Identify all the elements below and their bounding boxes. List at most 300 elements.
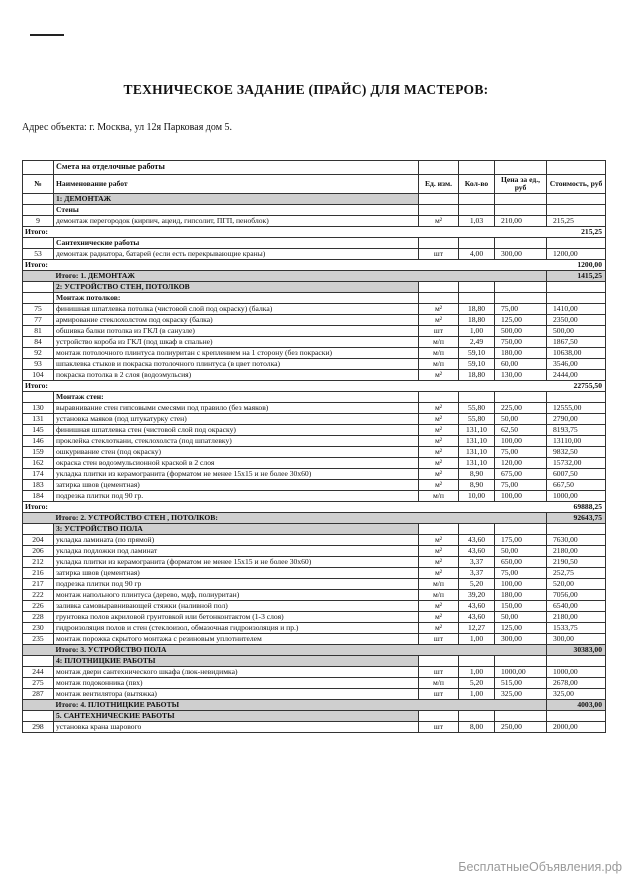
item-name: финишная шпатлевка стен (чистовой слой под окраску) xyxy=(54,425,419,436)
item-name: заливка самовыравнивающей стяжки (наливной пол) xyxy=(54,601,419,612)
empty-cell xyxy=(419,513,459,524)
item-cost: 10638,00 xyxy=(547,348,606,359)
item-quantity: 3,37 xyxy=(459,557,495,568)
subsection-row xyxy=(23,392,606,403)
item-price: 130,00 xyxy=(495,370,547,381)
col-header-price: Цена за ед., руб xyxy=(495,175,547,194)
table-row xyxy=(23,689,606,700)
item-name: демонтаж перегородок (кирпич, ацеид, гипсолит, ПГП, пеноблок) xyxy=(54,216,419,227)
table-row xyxy=(23,557,606,568)
item-cost: 13110,00 xyxy=(547,436,606,447)
item-unit: м/п xyxy=(419,337,459,348)
item-price: 180,00 xyxy=(495,590,547,601)
item-quantity: 1,00 xyxy=(459,634,495,645)
item-quantity: 131,10 xyxy=(459,447,495,458)
empty-cell xyxy=(495,502,547,513)
item-cost: 500,00 xyxy=(547,326,606,337)
item-unit: м/п xyxy=(419,590,459,601)
empty-cell xyxy=(419,260,459,271)
item-number: 9 xyxy=(23,216,54,227)
item-unit: м² xyxy=(419,469,459,480)
subsection-row xyxy=(23,293,606,304)
empty-cell xyxy=(419,656,459,667)
item-cost: 520,00 xyxy=(547,579,606,590)
subtotal-label: Итого: xyxy=(23,260,419,271)
empty-cell xyxy=(459,238,495,249)
empty-cell xyxy=(23,513,54,524)
item-price: 250,00 xyxy=(495,722,547,733)
section-row xyxy=(23,282,606,293)
item-cost: 6007,50 xyxy=(547,469,606,480)
empty-cell xyxy=(547,656,606,667)
item-price: 1000,00 xyxy=(495,667,547,678)
subsection-row xyxy=(23,238,606,249)
empty-cell xyxy=(495,645,547,656)
item-price: 125,00 xyxy=(495,315,547,326)
item-number: 230 xyxy=(23,623,54,634)
item-number: 204 xyxy=(23,535,54,546)
watermark: БесплатныеОбъявления.рф xyxy=(458,860,622,874)
item-quantity: 18,80 xyxy=(459,304,495,315)
empty-cell xyxy=(459,260,495,271)
item-number: 162 xyxy=(23,458,54,469)
column-header-row xyxy=(23,175,606,194)
item-cost: 1867,50 xyxy=(547,337,606,348)
item-unit: м² xyxy=(419,568,459,579)
table-row xyxy=(23,579,606,590)
empty-cell xyxy=(419,227,459,238)
subtotal-label: Итого: xyxy=(23,502,419,513)
empty-cell xyxy=(23,238,54,249)
item-name: монтаж двери сантехнического шкафа (люк-невидимка) xyxy=(54,667,419,678)
empty-cell xyxy=(495,656,547,667)
item-unit: м² xyxy=(419,370,459,381)
item-price: 650,00 xyxy=(495,557,547,568)
item-price: 100,00 xyxy=(495,491,547,502)
item-quantity: 8,90 xyxy=(459,469,495,480)
item-quantity: 59,10 xyxy=(459,359,495,370)
item-name: затирка швов (цементная) xyxy=(54,480,419,491)
item-cost: 1000,00 xyxy=(547,491,606,502)
item-name: монтаж напольного плинтуса (дерево, мдф, полиуритан) xyxy=(54,590,419,601)
item-number: 226 xyxy=(23,601,54,612)
item-name: демонтаж радиатора, батарей (если есть перекрывающие краны) xyxy=(54,249,419,260)
table-row xyxy=(23,480,606,491)
item-cost: 2000,00 xyxy=(547,722,606,733)
item-name: установка маяков (под штукатурку стен) xyxy=(54,414,419,425)
estimate-table xyxy=(22,160,606,733)
item-price: 300,00 xyxy=(495,249,547,260)
item-number: 130 xyxy=(23,403,54,414)
empty-cell xyxy=(495,227,547,238)
item-number: 184 xyxy=(23,491,54,502)
item-name: укладка подложки под ламинат xyxy=(54,546,419,557)
table-row xyxy=(23,601,606,612)
item-price: 675,00 xyxy=(495,469,547,480)
table-row xyxy=(23,667,606,678)
item-unit: м² xyxy=(419,557,459,568)
item-unit: шт xyxy=(419,326,459,337)
table-row xyxy=(23,348,606,359)
empty-cell xyxy=(459,194,495,205)
col-header-qty: Кол-во xyxy=(459,175,495,194)
item-unit: м² xyxy=(419,458,459,469)
subsection-title: Стены xyxy=(54,205,419,216)
item-number: 84 xyxy=(23,337,54,348)
item-cost: 2444,00 xyxy=(547,370,606,381)
subtotal-value: 1200,00 xyxy=(547,260,606,271)
item-quantity: 18,80 xyxy=(459,315,495,326)
item-number: 145 xyxy=(23,425,54,436)
empty-cell xyxy=(23,645,54,656)
empty-cell xyxy=(495,524,547,535)
section-total-value: 4003,00 xyxy=(547,700,606,711)
item-quantity: 10,00 xyxy=(459,491,495,502)
item-name: финишная шпатлевка потолка (чистовой слой под окраску) (балка) xyxy=(54,304,419,315)
item-name: монтаж подоконника (пвх) xyxy=(54,678,419,689)
item-number: 104 xyxy=(23,370,54,381)
subtotal-row xyxy=(23,381,606,392)
empty-cell xyxy=(495,271,547,282)
item-number: 81 xyxy=(23,326,54,337)
empty-cell xyxy=(495,392,547,403)
empty-cell xyxy=(495,513,547,524)
subtotal-value: 215,25 xyxy=(547,227,606,238)
item-name: ошкуривание стен (под окраску) xyxy=(54,447,419,458)
item-cost: 1410,00 xyxy=(547,304,606,315)
item-name: проклейка стеклоткани, стеклохолста (под шпатлевку) xyxy=(54,436,419,447)
item-cost: 2190,50 xyxy=(547,557,606,568)
empty-cell xyxy=(459,502,495,513)
item-cost: 6540,00 xyxy=(547,601,606,612)
item-unit: м² xyxy=(419,535,459,546)
item-quantity: 131,10 xyxy=(459,436,495,447)
item-name: укладка ламината (по прямой) xyxy=(54,535,419,546)
subsection-title: Монтаж потолков: xyxy=(54,293,419,304)
item-quantity: 1,00 xyxy=(459,667,495,678)
subsection-title: Монтаж стен: xyxy=(54,392,419,403)
empty-cell xyxy=(23,711,54,722)
table-row xyxy=(23,414,606,425)
item-number: 92 xyxy=(23,348,54,359)
item-number: 183 xyxy=(23,480,54,491)
item-unit: м² xyxy=(419,546,459,557)
empty-cell xyxy=(547,392,606,403)
item-number: 235 xyxy=(23,634,54,645)
scan-mark xyxy=(30,34,64,36)
table-row xyxy=(23,469,606,480)
item-quantity: 131,10 xyxy=(459,458,495,469)
item-unit: м² xyxy=(419,447,459,458)
item-cost: 7630,00 xyxy=(547,535,606,546)
item-number: 287 xyxy=(23,689,54,700)
empty-cell xyxy=(459,293,495,304)
item-quantity: 2,49 xyxy=(459,337,495,348)
page-title: ТЕХНИЧЕСКОЕ ЗАДАНИЕ (ПРАЙС) ДЛЯ МАСТЕРОВ: xyxy=(123,82,489,97)
item-price: 60,00 xyxy=(495,359,547,370)
table-row xyxy=(23,623,606,634)
empty-cell xyxy=(419,271,459,282)
item-unit: м² xyxy=(419,403,459,414)
item-cost: 2180,00 xyxy=(547,612,606,623)
item-unit: м² xyxy=(419,623,459,634)
item-number: 217 xyxy=(23,579,54,590)
item-number: 228 xyxy=(23,612,54,623)
item-unit: шт xyxy=(419,634,459,645)
empty-cell xyxy=(459,205,495,216)
empty-cell xyxy=(419,238,459,249)
item-quantity: 8,00 xyxy=(459,722,495,733)
table-row xyxy=(23,612,606,623)
table-row xyxy=(23,403,606,414)
item-name: покраска потолка в 2 слоя (водоэмульсия) xyxy=(54,370,419,381)
item-name: обшивка балки потолка из ГКЛ (в санузле) xyxy=(54,326,419,337)
section-total-label: Итого: 1. ДЕМОНТАЖ xyxy=(54,271,419,282)
item-number: 275 xyxy=(23,678,54,689)
section-total-value: 92643,75 xyxy=(547,513,606,524)
item-unit: м² xyxy=(419,304,459,315)
item-number: 131 xyxy=(23,414,54,425)
item-cost: 1200,00 xyxy=(547,249,606,260)
item-quantity: 43,60 xyxy=(459,535,495,546)
table-row xyxy=(23,491,606,502)
item-quantity: 39,20 xyxy=(459,590,495,601)
section-row xyxy=(23,194,606,205)
object-address: Адрес объекта: г. Москва, ул 12я Парковая дом 5. xyxy=(22,122,233,133)
table-row xyxy=(23,337,606,348)
subtotal-row xyxy=(23,502,606,513)
table-row xyxy=(23,722,606,733)
empty-cell xyxy=(23,656,54,667)
item-cost: 2790,00 xyxy=(547,414,606,425)
item-price: 100,00 xyxy=(495,436,547,447)
empty-cell xyxy=(419,282,459,293)
item-price: 50,00 xyxy=(495,414,547,425)
table-row xyxy=(23,304,606,315)
empty-cell xyxy=(495,260,547,271)
item-unit: м² xyxy=(419,436,459,447)
item-number: 77 xyxy=(23,315,54,326)
subtotal-label: Итого: xyxy=(23,227,419,238)
item-quantity: 43,60 xyxy=(459,546,495,557)
empty-cell xyxy=(23,524,54,535)
table-row xyxy=(23,568,606,579)
item-quantity: 5,20 xyxy=(459,678,495,689)
item-number: 53 xyxy=(23,249,54,260)
empty-cell xyxy=(419,205,459,216)
section-title: 3: УСТРОЙСТВО ПОЛА xyxy=(54,524,419,535)
empty-cell xyxy=(547,711,606,722)
empty-cell xyxy=(419,524,459,535)
subtotal-label: Итого: xyxy=(23,381,419,392)
item-quantity: 4,00 xyxy=(459,249,495,260)
item-price: 180,00 xyxy=(495,348,547,359)
item-cost: 8193,75 xyxy=(547,425,606,436)
item-name: укладка плитки из керамогранита (форматом не менее 15х15 и не более 30х60) xyxy=(54,557,419,568)
table-row xyxy=(23,634,606,645)
item-number: 216 xyxy=(23,568,54,579)
empty-cell xyxy=(459,700,495,711)
item-name: подрезка плитки под 90 гр xyxy=(54,579,419,590)
section-total-row xyxy=(23,271,606,282)
item-cost: 215,25 xyxy=(547,216,606,227)
table-row xyxy=(23,678,606,689)
table-row xyxy=(23,535,606,546)
section-title: 5. САНТЕХНИЧЕСКИЕ РАБОТЫ xyxy=(54,711,419,722)
section-total-value: 30383,00 xyxy=(547,645,606,656)
section-total-row xyxy=(23,700,606,711)
empty-cell xyxy=(419,194,459,205)
empty-cell xyxy=(495,381,547,392)
item-name: подрезка плитки под 90 гр. xyxy=(54,491,419,502)
item-unit: м² xyxy=(419,601,459,612)
item-quantity: 55,80 xyxy=(459,403,495,414)
item-number: 174 xyxy=(23,469,54,480)
empty-cell xyxy=(495,205,547,216)
subtotal-value: 69888,25 xyxy=(547,502,606,513)
section-total-row xyxy=(23,513,606,524)
col-header-num: № xyxy=(23,175,54,194)
item-name: монтаж потолочного плинтуса полиуритан с креплением на 1 сторону (без покраски) xyxy=(54,348,419,359)
empty-cell xyxy=(419,502,459,513)
item-unit: м² xyxy=(419,414,459,425)
item-price: 50,00 xyxy=(495,546,547,557)
empty-cell xyxy=(459,656,495,667)
item-cost: 7056,00 xyxy=(547,590,606,601)
item-name: монтаж порожка скрытого монтажа с резиновым уплотнителем xyxy=(54,634,419,645)
empty-cell xyxy=(495,293,547,304)
item-price: 120,00 xyxy=(495,458,547,469)
item-quantity: 3,37 xyxy=(459,568,495,579)
section-row xyxy=(23,711,606,722)
item-cost: 3546,00 xyxy=(547,359,606,370)
item-number: 212 xyxy=(23,557,54,568)
empty-cell xyxy=(547,194,606,205)
item-unit: м/п xyxy=(419,348,459,359)
item-quantity: 1,00 xyxy=(459,689,495,700)
item-number: 75 xyxy=(23,304,54,315)
empty-cell xyxy=(495,700,547,711)
item-name: монтаж вентилятора (вытяжка) xyxy=(54,689,419,700)
item-unit: м² xyxy=(419,612,459,623)
item-unit: м² xyxy=(419,480,459,491)
item-price: 175,00 xyxy=(495,535,547,546)
item-unit: м/п xyxy=(419,359,459,370)
empty-cell xyxy=(459,271,495,282)
item-quantity: 59,10 xyxy=(459,348,495,359)
empty-cell xyxy=(419,711,459,722)
table-row xyxy=(23,315,606,326)
item-name: окраска стен водоэмульсионной краской в 2 слоя xyxy=(54,458,419,469)
empty-cell xyxy=(547,238,606,249)
empty-cell xyxy=(23,392,54,403)
item-quantity: 18,80 xyxy=(459,370,495,381)
item-unit: шт xyxy=(419,689,459,700)
table-row xyxy=(23,216,606,227)
item-cost: 12555,00 xyxy=(547,403,606,414)
empty-cell xyxy=(459,227,495,238)
empty-cell xyxy=(495,238,547,249)
item-price: 75,00 xyxy=(495,304,547,315)
section-title: 4: ПЛОТНИЦКИЕ РАБОТЫ xyxy=(54,656,419,667)
table-row xyxy=(23,436,606,447)
table-row xyxy=(23,249,606,260)
empty-cell xyxy=(459,513,495,524)
table-row xyxy=(23,326,606,337)
section-total-label: Итого: 3. УСТРОЙСТВО ПОЛА xyxy=(54,645,419,656)
item-price: 515,00 xyxy=(495,678,547,689)
table-row xyxy=(23,458,606,469)
col-header-unit: Ед. изм. xyxy=(419,175,459,194)
item-cost: 9832,50 xyxy=(547,447,606,458)
item-number: 244 xyxy=(23,667,54,678)
item-unit: м² xyxy=(419,425,459,436)
item-cost: 300,00 xyxy=(547,634,606,645)
section-total-row xyxy=(23,645,606,656)
item-price: 750,00 xyxy=(495,337,547,348)
item-price: 75,00 xyxy=(495,480,547,491)
item-name: выравнивание стен гипсовыми смесями под правило (без маяков) xyxy=(54,403,419,414)
item-quantity: 1,03 xyxy=(459,216,495,227)
table-row xyxy=(23,546,606,557)
empty-cell xyxy=(495,711,547,722)
item-cost: 325,00 xyxy=(547,689,606,700)
empty-cell xyxy=(547,282,606,293)
empty-cell xyxy=(419,645,459,656)
subsection-row xyxy=(23,205,606,216)
item-price: 225,00 xyxy=(495,403,547,414)
item-quantity: 131,10 xyxy=(459,425,495,436)
item-quantity: 8,90 xyxy=(459,480,495,491)
item-name: шпаклевка стыков и покраска потолочного плинтуса (в цвет потолка) xyxy=(54,359,419,370)
item-number: 298 xyxy=(23,722,54,733)
section-total-label: Итого: 2. УСТРОЙСТВО СТЕН , ПОТОЛКОВ: xyxy=(54,513,419,524)
item-price: 500,00 xyxy=(495,326,547,337)
item-cost: 1000,00 xyxy=(547,667,606,678)
empty-cell xyxy=(419,392,459,403)
item-unit: шт xyxy=(419,722,459,733)
empty-cell xyxy=(23,205,54,216)
item-name: армирование стеклохолстом под окраску (балка) xyxy=(54,315,419,326)
table-row xyxy=(23,370,606,381)
empty-cell xyxy=(459,524,495,535)
empty-cell xyxy=(23,194,54,205)
section-row xyxy=(23,524,606,535)
item-unit: м/п xyxy=(419,579,459,590)
col-header-cost: Стоимость, руб xyxy=(547,175,606,194)
item-cost: 2350,00 xyxy=(547,315,606,326)
empty-cell xyxy=(547,293,606,304)
subtotal-value: 22755,50 xyxy=(547,381,606,392)
section-total-value: 1415,25 xyxy=(547,271,606,282)
empty-cell xyxy=(495,194,547,205)
empty-cell xyxy=(23,271,54,282)
item-unit: шт xyxy=(419,667,459,678)
table-row xyxy=(23,590,606,601)
col-header-name: Наименование работ xyxy=(54,175,419,194)
item-price: 62,50 xyxy=(495,425,547,436)
empty-cell xyxy=(419,700,459,711)
item-unit: м/п xyxy=(419,491,459,502)
section-row xyxy=(23,656,606,667)
item-price: 125,00 xyxy=(495,623,547,634)
empty-cell xyxy=(459,645,495,656)
item-name: укладка плитки из керамогранита (форматом не менее 15х15 и не более 30х60) xyxy=(54,469,419,480)
empty-cell xyxy=(459,711,495,722)
item-quantity: 43,60 xyxy=(459,601,495,612)
empty-cell xyxy=(547,524,606,535)
item-price: 50,00 xyxy=(495,612,547,623)
